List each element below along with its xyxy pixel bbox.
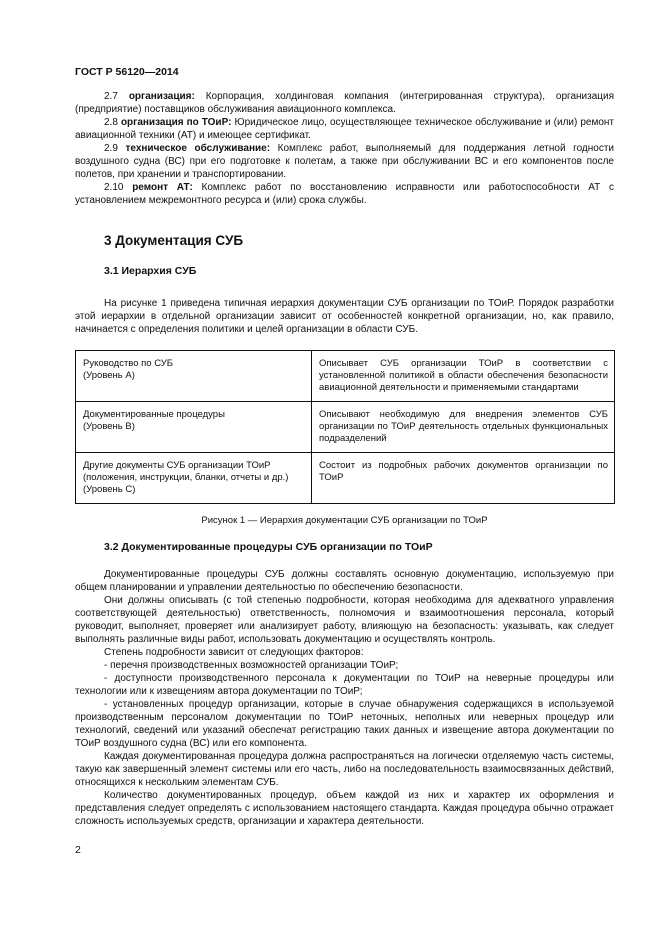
paragraph: Степень подробности зависит от следующих факторов: [104,647,364,658]
def-term: организация: [128,91,195,102]
def-term: организация по ТОиР: [120,117,232,128]
subsection-3-1-title: 3.1 Иерархия СУБ [104,265,197,277]
def-term: ремонт АТ: [132,182,193,193]
def-number: 2.9 [104,143,118,154]
list-item: - установленных процедур организации, которые в случае обнаружения содержащихся в используемой производственным персоналом документации по ТОиР неточных, неполных или неверных процедур или технологий, сведений или указаний обеспечат регистрацию таких данных и извещение автора документации по ТОиР воздушного судна (ВС) или его компонента. [75,699,614,749]
figure-caption: Рисунок 1 — Иерархия документации СУБ организации по ТОиР [201,515,488,526]
table-row [76,351,615,402]
hierarchy-table [75,350,615,504]
paragraph: Документированные процедуры СУБ должны составлять основную документацию, используемую при общем планировании и управлении деятельностью по обеспечению безопасности. [75,569,614,593]
table-cell-left: Документированные процедуры (Уровень В) [76,402,312,453]
document-header: ГОСТ Р 56120—2014 [75,66,179,78]
subsection-3-2-title: 3.2 Документированные процедуры СУБ организации по ТОиР [104,541,433,553]
def-number: 2.8 [104,117,118,128]
table-cell-right: Описывает СУБ организации ТОиР в соответствии с установленной политикой в области обеспечения безопасности авиационной деятельности и применяемыми стандартами [312,351,615,402]
def-number: 2.7 [104,91,118,102]
table-row [76,402,615,453]
def-text: Комплекс работ, выполняемый для поддержания летной годности воздушного судна (ВС) при его подготовке к полетам, а также при обслуживании ВС и его компонентов после полетов, при хранении и транспортировании. [75,143,614,180]
page-content [75,90,614,828]
definition-2-10 [75,181,614,207]
def-text: Корпорация, холдинговая компания (интегрированная структура), организация (предприятие) поставщиков обслуживания авиационного комплекса. [75,91,614,115]
paragraph: Количество документированных процедур, объем каждой из них и характер их оформления и представления следует определять с использованием настоящего стандарта. Каждая процедура обычно отражает сложность используемых средств, организации и характера деятельности. [75,790,614,827]
list-item: - доступности производственного персонала к документации по ТОиР на неверные процедуры или технологии или к извещениям автора документации по ТОиР; [75,673,614,697]
table-cell-right: Описывают необходимую для внедрения элементов СУБ организации по ТОиР деятельность отдельных функциональных подразделений [312,402,615,453]
list-item: - перечня производственных возможностей организации ТОиР; [104,660,399,671]
paragraph: Каждая документированная процедура должна распространяться на логически отделяемую часть системы, такую как завершенный элемент системы или его часть, либо на последовательность взаимосвязанных действий, относящихся к нескольким элементам СУБ. [75,751,614,788]
definition-2-8 [75,116,614,142]
page-number: 2 [75,844,81,856]
def-text: Комплекс работ по восстановлению исправности или работоспособности АТ с установлением межремонтного ресурса и (или) срока службы. [75,182,614,206]
paragraph: Они должны описывать (с той степенью подробности, которая необходима для адекватного управления соответствующей деятельностью) ответственность, полномочия и взаимоотношения персонала, который руководит, выполняет, проверяет или анализирует работу, влияющую на безопасность: указывать, как следует выполнять различные виды работ, использовать документацию и осуществлять контроль. [75,595,614,645]
def-term: техническое обслуживание: [125,143,271,154]
subsection-3-1-paragraph: На рисунке 1 приведена типичная иерархия документации СУБ организации по ТОиР. Порядок разработки этой иерархии в отдельной организации зависит от особенностей конкретной организации, но, как правило, начинается с определения политики и целей организации в области СУБ. [75,298,614,335]
table-cell-right: Состоит из подробных рабочих документов организации по ТОиР [312,453,615,504]
table-cell-left: Другие документы СУБ организации ТОиР (положения, инструкции, бланки, отчеты и др.) (Уровень С) [76,453,312,504]
def-number: 2.10 [104,182,124,193]
table-row [76,453,615,504]
definition-2-7 [75,90,614,116]
table-cell-left: Руководство по СУБ (Уровень А) [76,351,312,402]
definition-2-9 [75,142,614,181]
def-text: Юридическое лицо, осуществляющее техническое обслуживание и (или) ремонт авиационной техники (АТ) и имеющее сертификат. [75,117,615,141]
section-3-title: 3 Документация СУБ [104,233,244,248]
